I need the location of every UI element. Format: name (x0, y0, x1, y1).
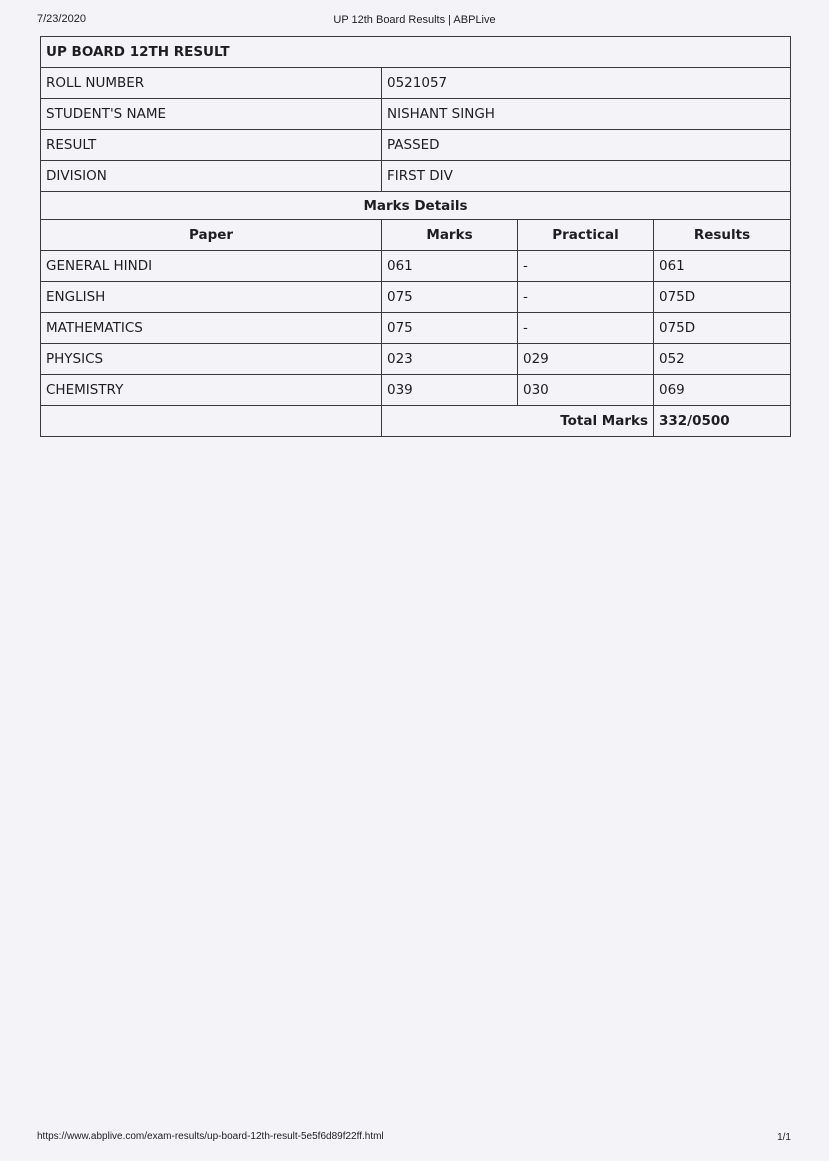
subject-result: 075D (654, 282, 791, 313)
student-name-label: STUDENT'S NAME (41, 99, 382, 130)
roll-number-value: 0521057 (382, 68, 791, 99)
print-footer-url: https://www.abplive.com/exam-results/up-board-12th-result-5e5f6d89f22ff.html (37, 1131, 384, 1142)
column-header-results: Results (654, 220, 791, 251)
student-name-value: NISHANT SINGH (382, 99, 791, 130)
column-header-paper: Paper (41, 220, 382, 251)
subject-practical: 029 (518, 344, 654, 375)
subject-result: 069 (654, 375, 791, 406)
result-value: PASSED (382, 130, 791, 161)
subject-marks: 075 (382, 313, 518, 344)
subject-paper: GENERAL HINDI (41, 251, 382, 282)
table-row (41, 313, 791, 344)
subject-paper: CHEMISTRY (41, 375, 382, 406)
total-row (41, 406, 791, 437)
subject-practical: - (518, 313, 654, 344)
subject-practical: 030 (518, 375, 654, 406)
result-label: RESULT (41, 130, 382, 161)
subject-paper: ENGLISH (41, 282, 382, 313)
marks-details-heading: Marks Details (41, 192, 791, 220)
division-value: FIRST DIV (382, 161, 791, 192)
subject-marks: 039 (382, 375, 518, 406)
result-title: UP BOARD 12TH RESULT (41, 37, 791, 68)
marks-section-row (41, 192, 791, 220)
subject-marks: 075 (382, 282, 518, 313)
total-marks-label: Total Marks (382, 406, 654, 437)
result-table (40, 36, 791, 437)
subject-marks: 023 (382, 344, 518, 375)
table-row (41, 282, 791, 313)
result-title-row (41, 37, 791, 68)
info-row-student-name (41, 99, 791, 130)
subject-paper: PHYSICS (41, 344, 382, 375)
marks-header-row (41, 220, 791, 251)
table-row (41, 344, 791, 375)
subject-result: 075D (654, 313, 791, 344)
print-date: 7/23/2020 (37, 13, 86, 25)
total-spacer (41, 406, 382, 437)
subject-marks: 061 (382, 251, 518, 282)
total-marks-value: 332/0500 (654, 406, 791, 437)
info-row-roll-number (41, 68, 791, 99)
column-header-practical: Practical (518, 220, 654, 251)
column-header-marks: Marks (382, 220, 518, 251)
division-label: DIVISION (41, 161, 382, 192)
print-page-number: 1/1 (777, 1132, 791, 1143)
subject-paper: MATHEMATICS (41, 313, 382, 344)
info-row-result (41, 130, 791, 161)
info-row-division (41, 161, 791, 192)
subject-result: 061 (654, 251, 791, 282)
table-row (41, 375, 791, 406)
roll-number-label: ROLL NUMBER (41, 68, 382, 99)
print-page-title: UP 12th Board Results | ABPLive (333, 14, 496, 26)
table-row (41, 251, 791, 282)
subject-result: 052 (654, 344, 791, 375)
subject-practical: - (518, 282, 654, 313)
subject-practical: - (518, 251, 654, 282)
